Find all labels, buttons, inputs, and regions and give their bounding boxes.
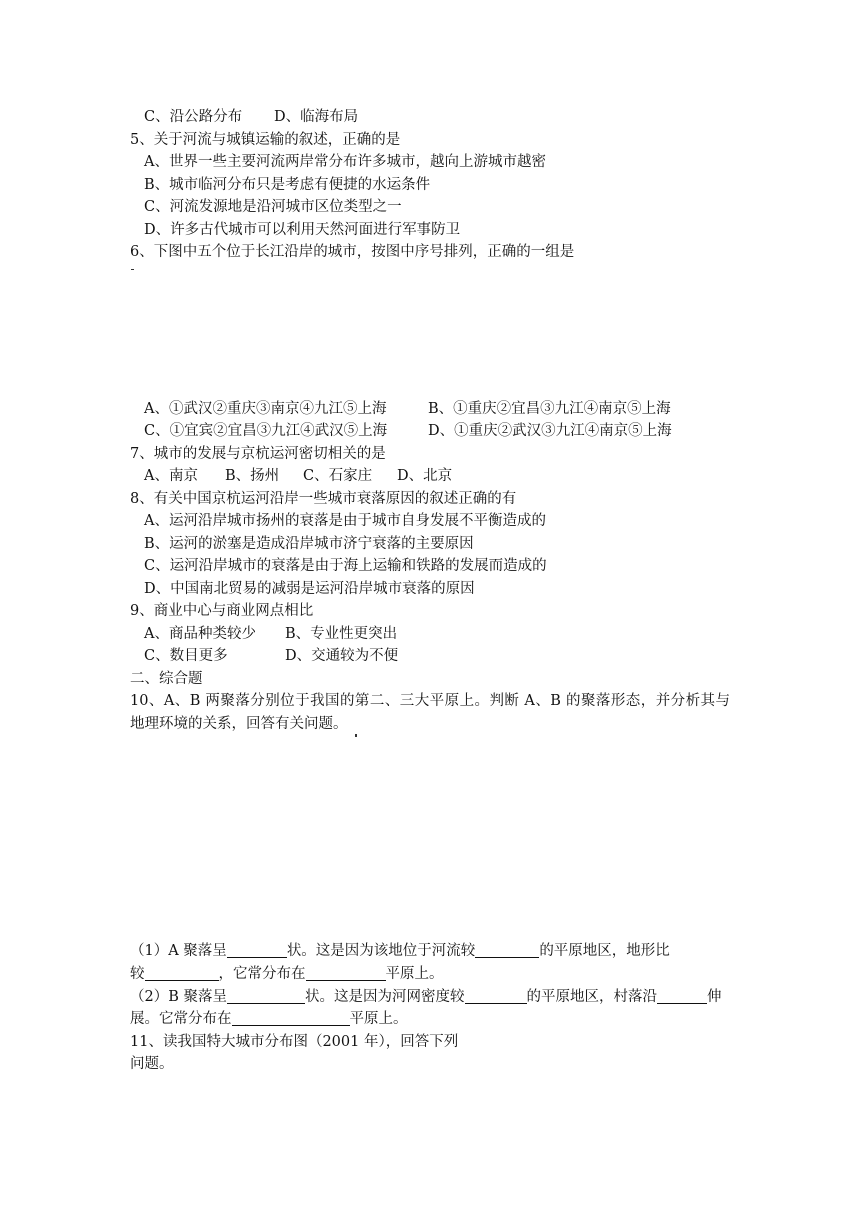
q10-part2-text: （2）B 聚落呈 (130, 989, 227, 1005)
q10-part2-text: 平原上。 (349, 1011, 408, 1027)
q10-part1-text: （1）A 聚落呈 (130, 943, 227, 959)
q10-part1-line1 (130, 940, 730, 962)
q10-part1-text: 平原上。 (385, 966, 444, 982)
q11-stem-line1: 11、读我国特大城市分布图（2001 年），回答下列 (130, 1034, 459, 1050)
q4-option-c: C、沿公路分布 (144, 109, 243, 125)
q4-option-d: D、临海布局 (274, 109, 359, 125)
q10-stem-line2: 地理环境的关系，回答有关问题。 (130, 716, 348, 732)
q6-option-b: B、①重庆②宜昌③九江④南京⑤上海 (428, 401, 671, 417)
q8-option-d: D、中国南北贸易的减弱是运河沿岸城市衰落的原因 (144, 581, 475, 597)
q10-part1-text: 状。这是因为该地位于河流较 (286, 943, 476, 959)
q9-option-b: B、专业性更突出 (285, 626, 398, 642)
answer-blank[interactable] (475, 941, 539, 958)
q6-option-d: D、①重庆②武汉③九江④南京⑤上海 (428, 423, 672, 439)
figure-placeholder-mark (131, 269, 134, 270)
answer-blank[interactable] (145, 964, 219, 981)
q5-stem: 5、关于河流与城镇运输的叙述，正确的是 (130, 132, 401, 148)
q10-stem-line1: 10、A、B 两聚落分别位于我国的第二、三大平原上。判断 A、B 的聚落形态，并分析其与 (130, 693, 730, 709)
q7-option-a: A、南京 (144, 468, 198, 484)
answer-blank[interactable] (227, 987, 305, 1004)
answer-blank[interactable] (227, 941, 287, 958)
q8-option-c: C、运河沿岸城市的衰落是由于海上运输和铁路的发展而造成的 (144, 558, 547, 574)
q6-option-c: C、①宜宾②宜昌③九江④武汉⑤上海 (144, 423, 388, 439)
q7-option-b: B、扬州 (225, 468, 280, 484)
q5-option-d: D、许多古代城市可以利用天然河面进行军事防卫 (144, 222, 461, 238)
q10-part1-text: ，它常分布在 (218, 966, 306, 982)
q10-part1-text: 的平原地区，地形比 (539, 943, 670, 959)
q6-stem: 6、下图中五个位于长江沿岸的城市，按图中序号排列，正确的一组是 (130, 244, 575, 260)
q10-part1-text: 较 (130, 966, 145, 982)
q10-part2-text: 展。它常分布在 (130, 1011, 232, 1027)
q6-option-a: A、①武汉②重庆③南京④九江⑤上海 (144, 401, 387, 417)
q8-option-a: A、运河沿岸城市扬州的衰落是由于城市自身发展不平衡造成的 (144, 513, 546, 529)
figure-placeholder-mark (355, 734, 357, 737)
q9-option-a: A、商品种类较少 (144, 626, 256, 642)
q5-option-a: A、世界一些主要河流两岸常分布许多城市，越向上游城市越密 (144, 154, 546, 170)
answer-blank[interactable] (306, 964, 386, 981)
q8-option-b: B、运河的淤塞是造成沿岸城市济宁衰落的主要原因 (144, 536, 474, 552)
q9-option-d: D、交通较为不便 (285, 648, 399, 664)
q5-option-b: B、城市临河分布只是考虑有便捷的水运条件 (144, 177, 431, 193)
q9-stem: 9、商业中心与商业网点相比 (130, 603, 314, 619)
section-heading: 二、综合题 (130, 671, 203, 687)
q10-part2-text: 状。这是因为河网密度较 (305, 989, 465, 1005)
q10-part1-line2 (130, 963, 444, 985)
q5-option-c: C、河流发源地是沿河城市区位类型之一 (144, 199, 402, 215)
q7-option-d: D、北京 (397, 468, 453, 484)
q9-option-c: C、数目更多 (144, 648, 228, 664)
q10-part2-line2 (130, 1008, 408, 1030)
q10-part2-text: 伸 (707, 989, 722, 1005)
answer-blank[interactable] (657, 987, 707, 1004)
answer-blank[interactable] (232, 1009, 350, 1026)
q7-stem: 7、城市的发展与京杭运河密切相关的是 (130, 446, 386, 462)
q8-stem: 8、有关中国京杭运河沿岸一些城市衰落原因的叙述正确的有 (130, 491, 517, 507)
answer-blank[interactable] (465, 987, 527, 1004)
q10-part2-text: 的平原地区，村落沿 (526, 989, 657, 1005)
q10-part2-line1 (130, 986, 730, 1008)
q7-option-c: C、石家庄 (303, 468, 373, 484)
q11-stem-line2: 问题。 (130, 1056, 174, 1072)
